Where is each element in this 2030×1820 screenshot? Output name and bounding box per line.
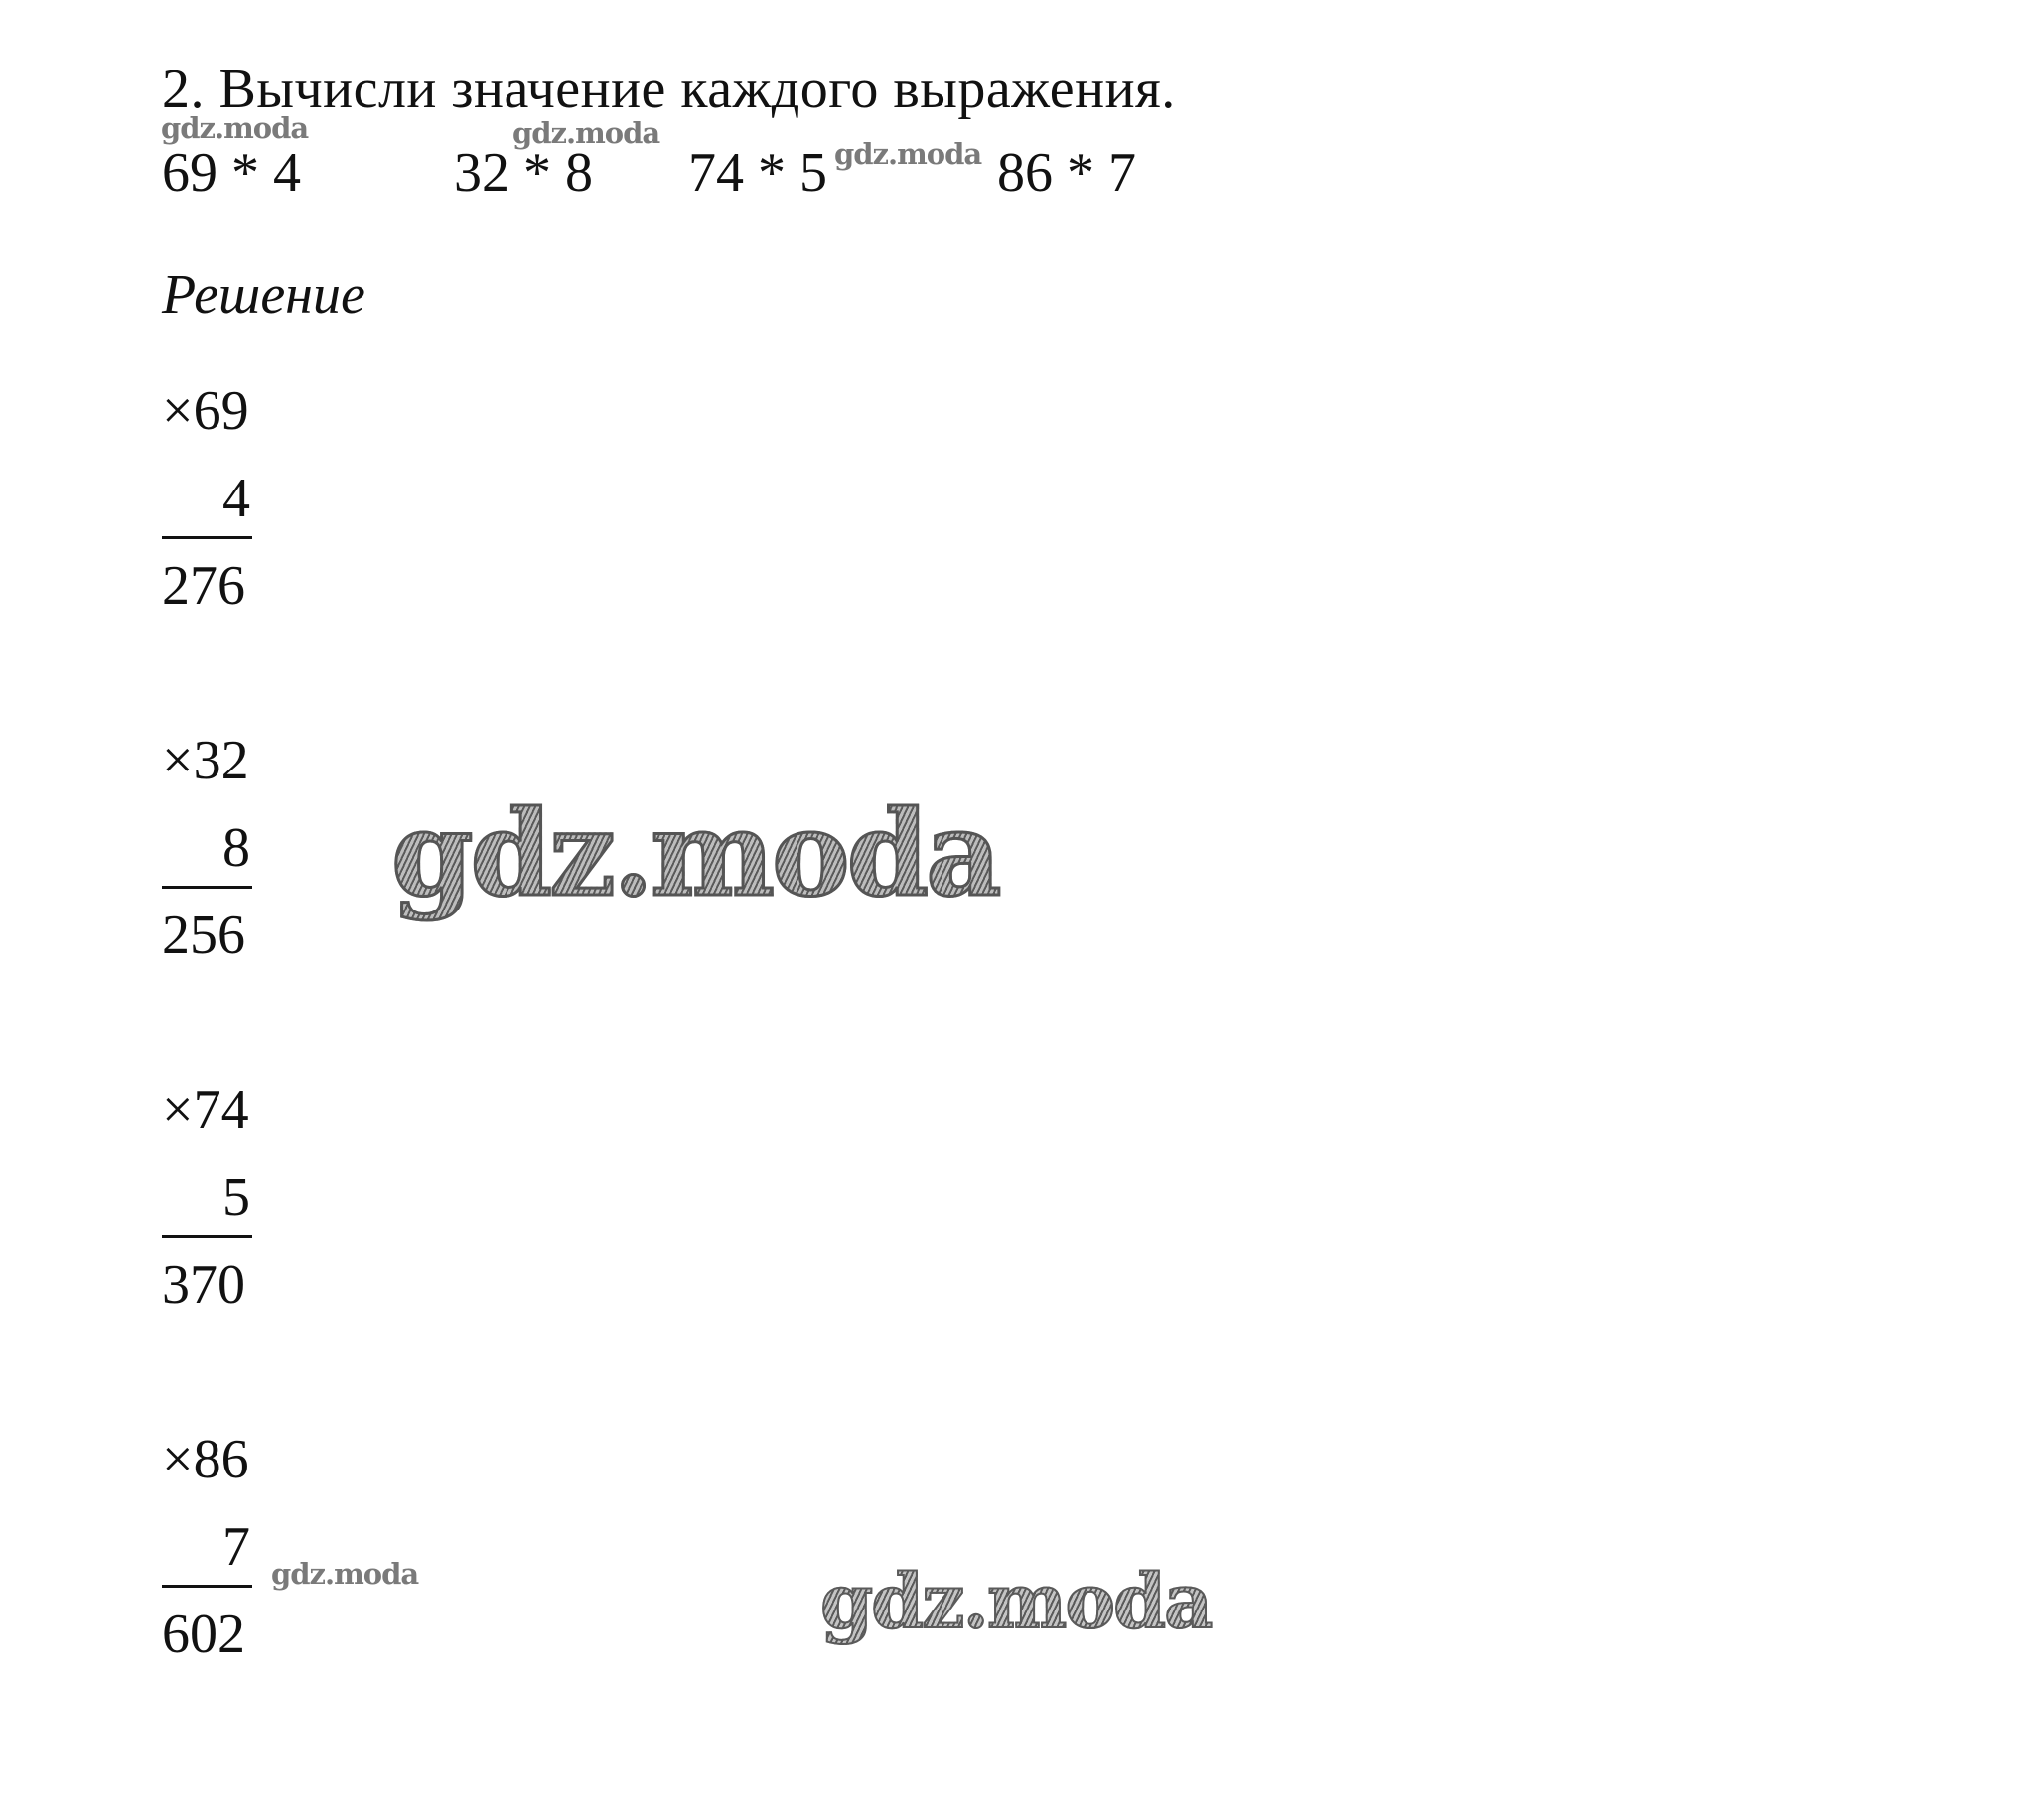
multiplier: 7	[222, 1516, 250, 1578]
expression: 74 * 5	[688, 142, 827, 204]
sum-line	[162, 1235, 252, 1238]
watermark: gdz.moda	[161, 111, 309, 145]
watermark: gdz.moda	[820, 1557, 1212, 1645]
result: 370	[162, 1254, 245, 1316]
expression: 86 * 7	[997, 142, 1136, 204]
watermark: gdz.moda	[834, 137, 982, 171]
multiplier: 5	[222, 1167, 250, 1228]
solution-label: Решение	[162, 264, 365, 326]
sum-line	[162, 886, 252, 889]
watermark: gdz.moda	[391, 784, 999, 922]
sum-line	[162, 536, 252, 539]
multiplicand: ×69	[162, 380, 249, 442]
watermark: gdz.moda	[271, 1557, 419, 1591]
task-title: 2. Вычисли значение каждого выражения.	[162, 59, 1176, 120]
multiplicand: ×86	[162, 1429, 249, 1490]
multiplicand: ×32	[162, 730, 249, 791]
multiplier: 4	[222, 468, 250, 529]
expression: 32 * 8	[454, 142, 593, 204]
result: 276	[162, 555, 245, 617]
watermark: gdz.moda	[512, 116, 660, 150]
result: 602	[162, 1604, 245, 1665]
sum-line	[162, 1585, 252, 1588]
expression: 69 * 4	[162, 142, 301, 204]
multiplier: 8	[222, 817, 250, 879]
multiplicand: ×74	[162, 1079, 249, 1141]
result: 256	[162, 905, 245, 966]
